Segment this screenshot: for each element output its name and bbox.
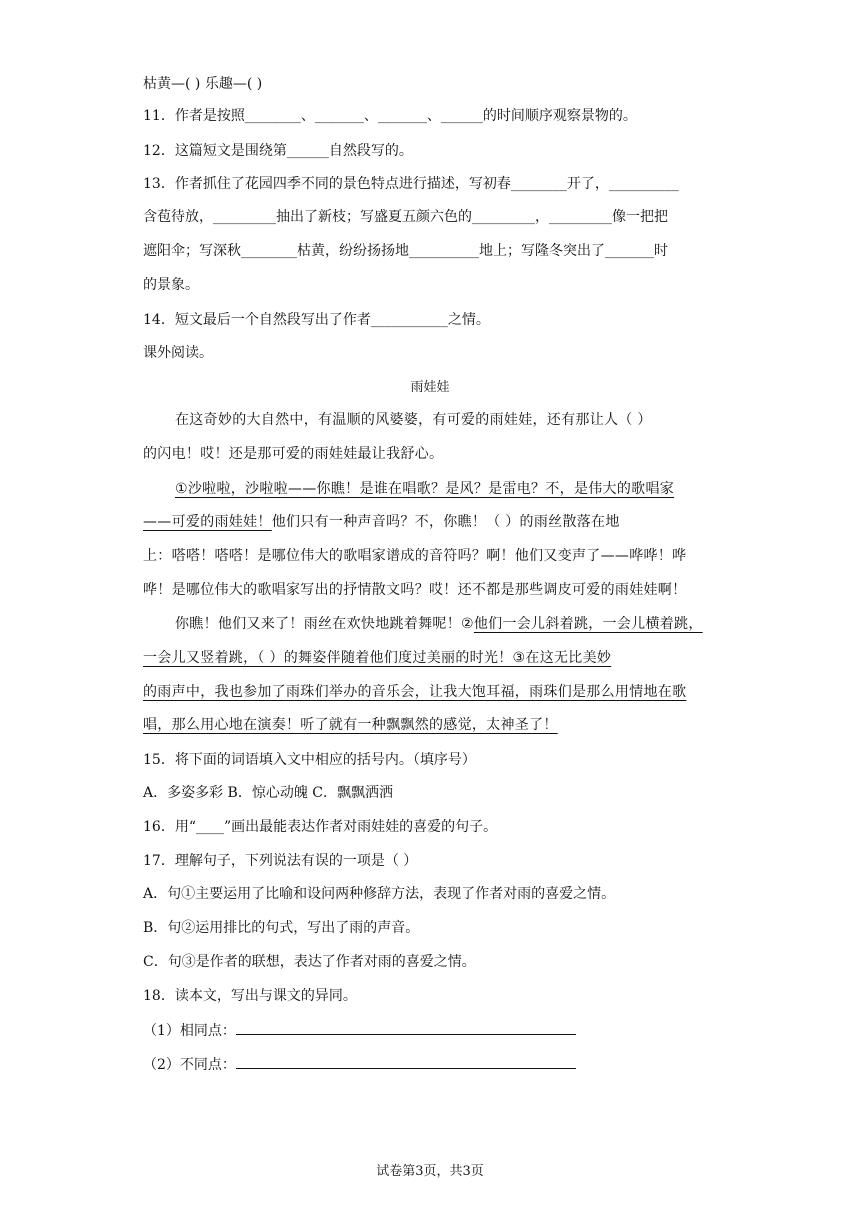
story-p2-line4: 哗！是哪位伟大的歌唱家写出的抒情散文吗？哎！还不都是那些调皮可爱的雨娃娃啊！ (143, 582, 687, 598)
question-14: 14．短文最后一个自然段写出了作者___________之情。 (143, 312, 490, 328)
story-p3-line3: 的雨声中，我也参加了雨珠们举办的音乐会，让我大饱耳福，雨珠们是那么用情地在歌 (143, 684, 687, 700)
question-12: 12．这篇短文是围绕第______自然段写的。 (143, 143, 413, 159)
answer-line-same[interactable] (236, 1020, 576, 1035)
question-15: 15．将下面的词语填入文中相应的括号内。（填序号） (143, 752, 476, 768)
question-11: 11．作者是按照________、_______、_______、______的时间顺序观察景物的。 (143, 108, 637, 124)
question-16: 16．用“____”画出最能表达作者对雨娃娃的喜爱的句子。 (143, 819, 498, 835)
question-13-line3: 遮阳伞；写深秋________枯黄，纷纷扬扬地__________地上；写隆冬突出了_______时 (143, 243, 668, 259)
section-label: 课外阅读。 (143, 345, 213, 361)
question-17-option-b: B．句②运用排比的句式，写出了雨的声音。 (143, 920, 420, 936)
story-p1-line1: 在这奇妙的大自然中，有温顺的风婆婆，有可爱的雨娃娃，还有那让人（ ） (175, 412, 652, 428)
story-p2-line2 (143, 512, 620, 532)
story-p2-line2-underlined: ——可爱的雨娃娃！ (143, 514, 272, 530)
story-p3-line1 (175, 614, 703, 634)
question-13-line2: 含苞待放，_________抽出了新枝；写盛夏五颜六色的_________，_________像一把把 (143, 209, 668, 225)
question-18: 18．读本文，写出与课文的异同。 (143, 988, 357, 1004)
story-title: 雨娃娃 (410, 380, 450, 395)
question-17-option-a: A．句①主要运用了比喻和设问两种修辞方法，表现了作者对雨的喜爱之情。 (143, 886, 616, 902)
question-17: 17．理解句子，下列说法有误的一项是（ ） (143, 853, 418, 869)
question-13-line1: 13．作者抓住了花园四季不同的景色特点进行描述，写初春________开了，__________ (143, 176, 679, 192)
story-p1-line2: 的闪电！哎！还是那可爱的雨娃娃最让我舒心。 (143, 446, 444, 462)
question-17-option-c: C．句③是作者的联想，表达了作者对雨的喜爱之情。 (143, 954, 476, 970)
question-18-part2 (143, 1054, 576, 1074)
question-15-options: A．多姿多彩 B．惊心动魄 C．飘飘洒洒 (143, 785, 394, 801)
question-18-part2-label: （2）不同点： (143, 1057, 236, 1073)
story-p2-line1: ①沙啦啦，沙啦啦——你瞧！是谁在唱歌？是风？是雷电？不，是伟大的歌唱家 (175, 481, 675, 497)
story-p3-line4: 唱，那么用心地在演奏！听了就有一种飘飘然的感觉，太神圣了！ (143, 717, 558, 733)
question-18-part1-label: （1）相同点： (143, 1023, 236, 1039)
page-footer: 试卷第3页，共3页 (376, 1164, 484, 1179)
question-13-line4: 的景象。 (143, 277, 199, 293)
vocab-line: 枯黄—( ) 乐趣—( ) (143, 76, 263, 92)
answer-line-different[interactable] (236, 1054, 576, 1069)
story-p3-line1-pre: 你瞧！他们又来了！雨丝在欢快地跳着舞呢！② (175, 616, 474, 632)
story-p2-line2-rest: 他们只有一种声音吗？不，你瞧！（ ）的雨丝散落在地 (271, 514, 620, 530)
question-18-part1 (143, 1020, 576, 1040)
story-p2-line3: 上：嗒嗒！嗒嗒！是哪位伟大的歌唱家谱成的音符吗？啊！他们又变声了——哗哗！哗 (143, 548, 687, 564)
story-p3-line1-underlined: 他们一会儿斜着跳，一会儿横着跳， (473, 616, 703, 632)
story-p3-line2: 一会儿又竖着跳，（ ）的舞姿伴随着他们度过美丽的时光！③在这无比美妙 (143, 650, 612, 666)
